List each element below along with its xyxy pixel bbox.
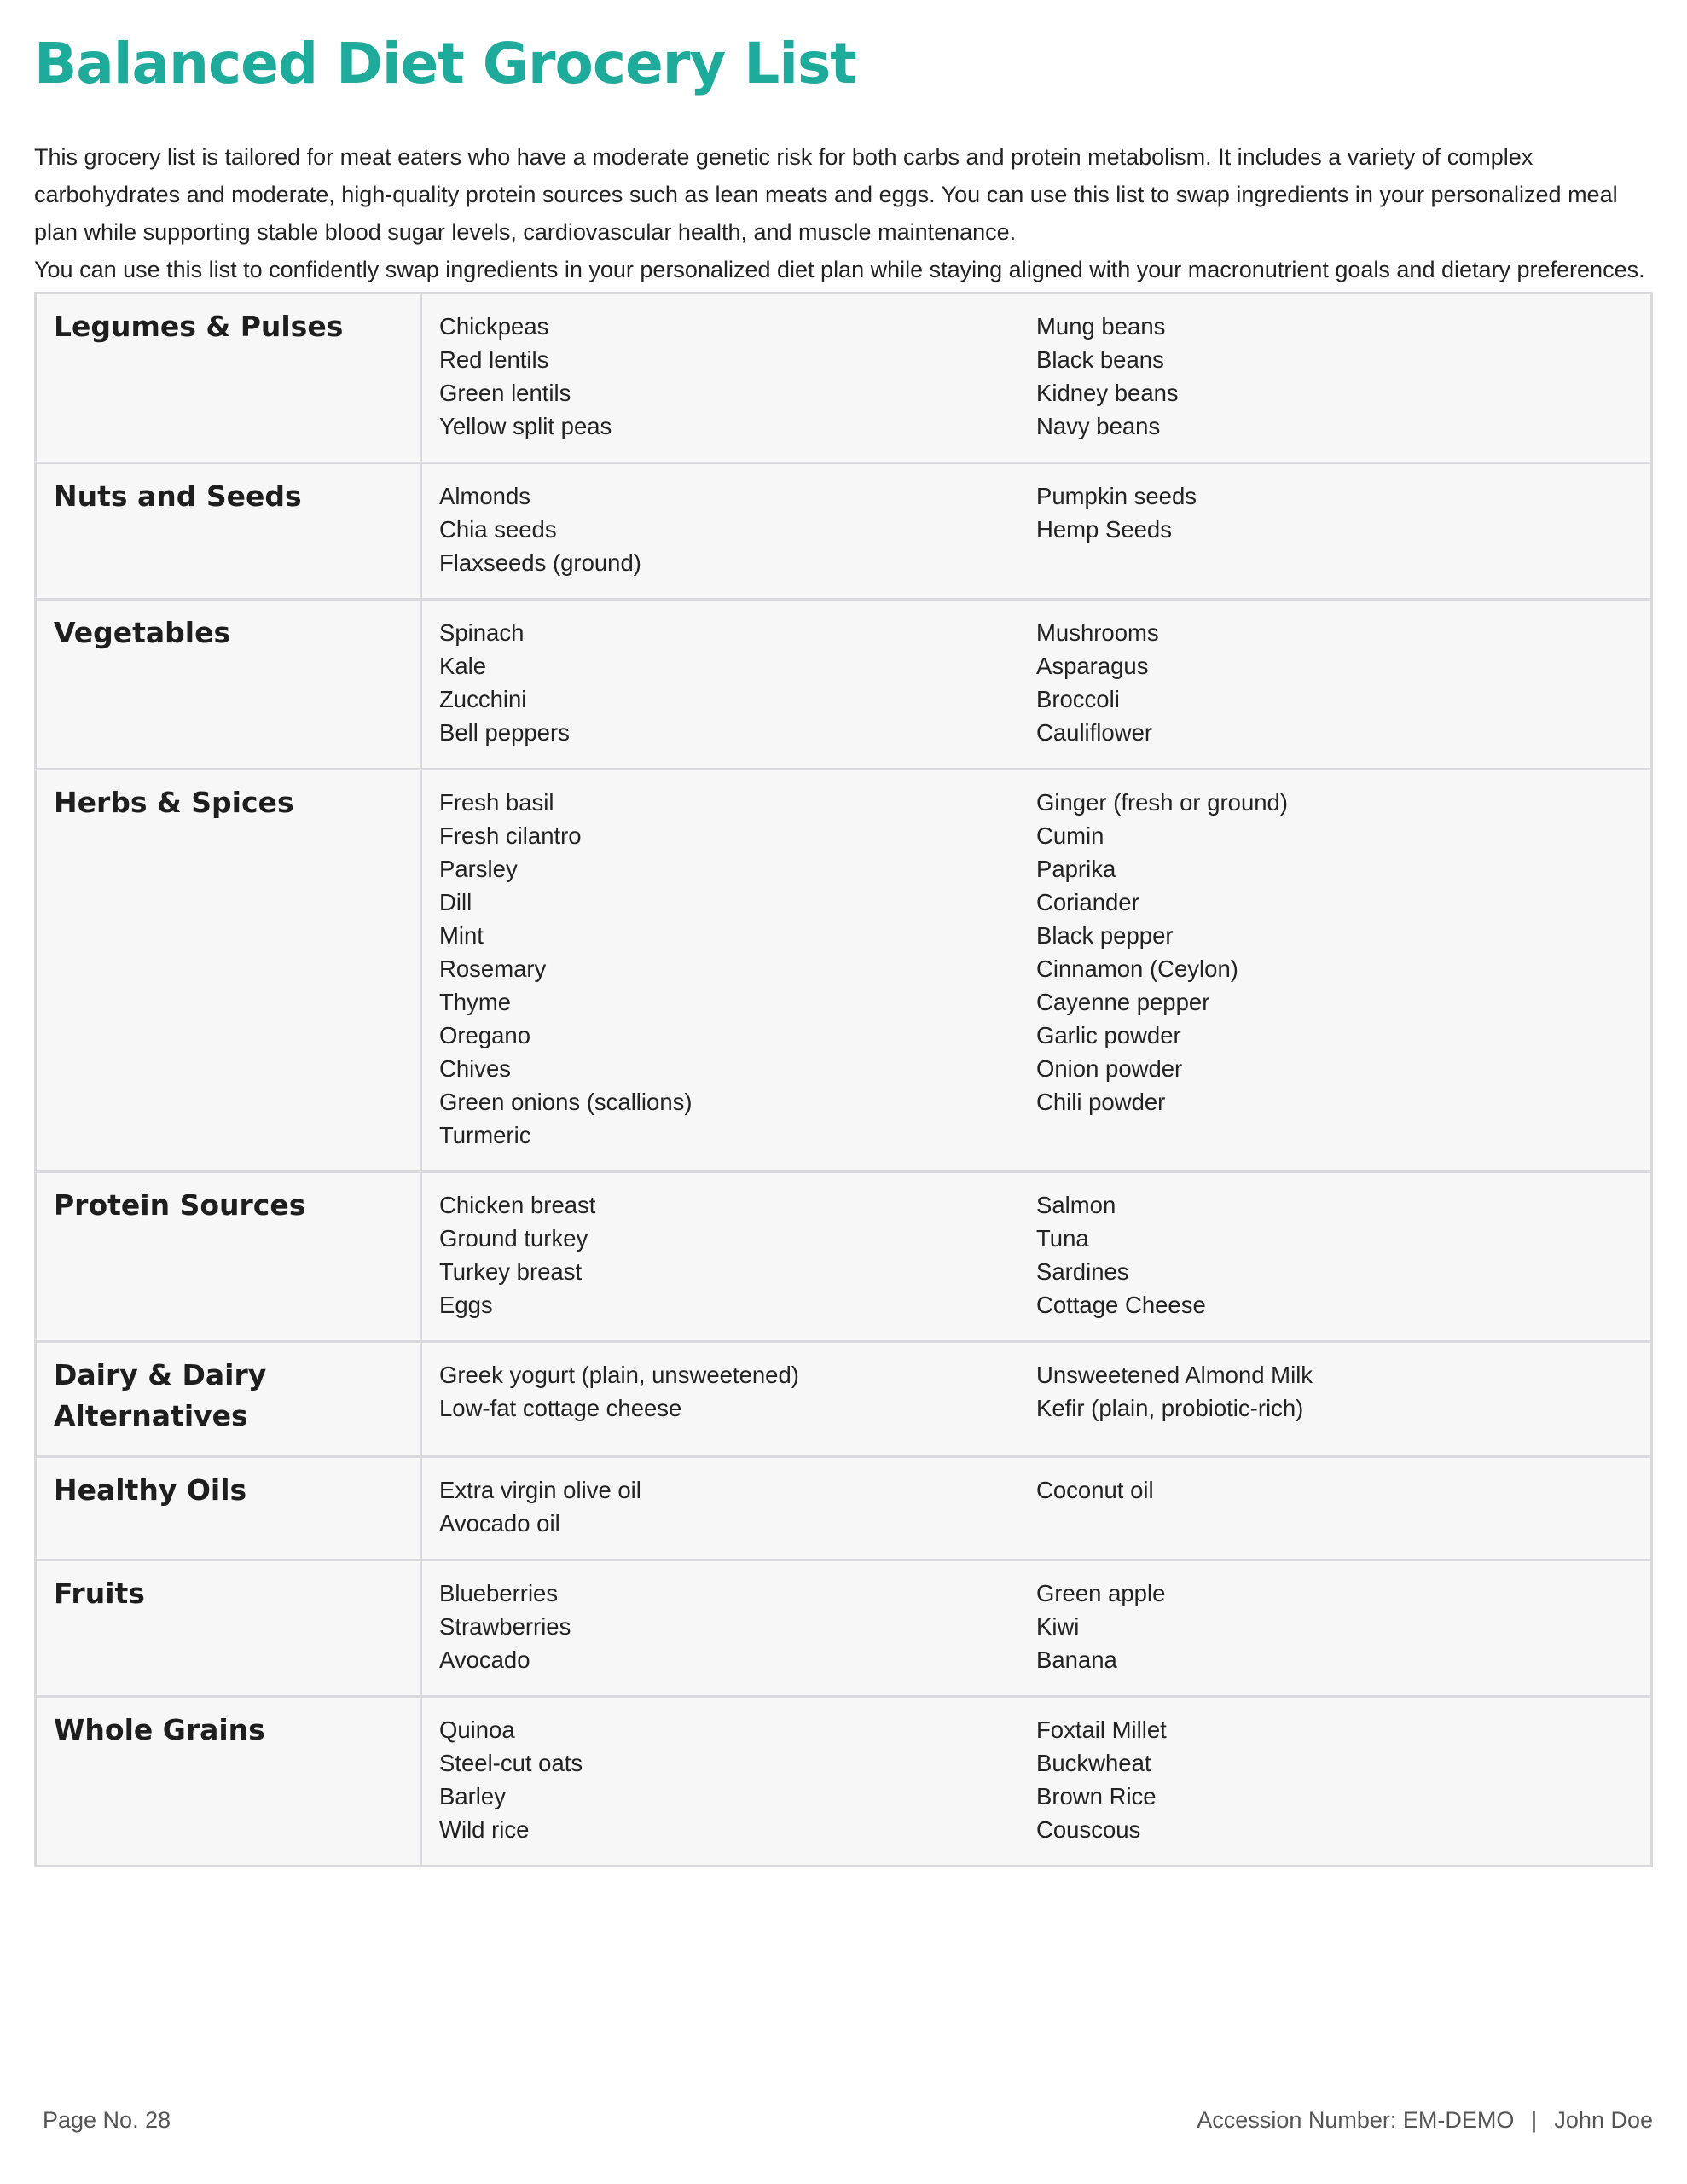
- grocery-item: Garlic powder: [1036, 1022, 1181, 1048]
- grocery-item: Bell peppers: [439, 719, 570, 746]
- item-column: [1036, 786, 1633, 1152]
- item-column: [439, 1358, 1036, 1425]
- grocery-item: Rosemary: [439, 956, 547, 982]
- footer-separator: |: [1531, 2107, 1538, 2133]
- patient-name: John Doe: [1554, 2107, 1653, 2133]
- intro-paragraph-1: This grocery list is tailored for meat eaters who have a moderate genetic risk for both carbs and protein metabolism. It includes a variety of complex carbohydrates and moderate, high-quality protein sources such as lean meats and eggs. You can use this list to swap ingredients in your personalized meal plan while supporting stable blood sugar levels, cardiovascular health, and muscle maintenance.: [34, 144, 1618, 245]
- category-name: Fruits: [36, 1560, 421, 1697]
- category-items: [421, 1172, 1652, 1342]
- item-column: [439, 616, 1036, 749]
- category-items: [421, 1342, 1652, 1457]
- grocery-item: Avocado oil: [439, 1510, 560, 1536]
- grocery-item: Flaxseeds (ground): [439, 549, 641, 576]
- page-title: Balanced Diet Grocery List: [34, 31, 856, 96]
- category-items: [421, 1697, 1652, 1867]
- item-column: [1036, 616, 1633, 749]
- grocery-item: Unsweetened Almond Milk: [1036, 1362, 1313, 1388]
- grocery-item: Zucchini: [439, 686, 527, 712]
- item-column: [1036, 310, 1633, 443]
- grocery-item: Black beans: [1036, 346, 1164, 373]
- item-column: [1036, 1577, 1633, 1676]
- grocery-table: [34, 292, 1653, 1867]
- grocery-item: Greek yogurt (plain, unsweetened): [439, 1362, 799, 1388]
- category-name: Protein Sources: [36, 1172, 421, 1342]
- grocery-item: Kiwi: [1036, 1613, 1080, 1640]
- grocery-item: Ground turkey: [439, 1225, 588, 1252]
- grocery-item: Mint: [439, 922, 484, 949]
- category-row: [36, 1172, 1652, 1342]
- grocery-item: Spinach: [439, 619, 525, 646]
- grocery-item: Mung beans: [1036, 313, 1166, 340]
- grocery-item: Mushrooms: [1036, 619, 1159, 646]
- footer-right: [1197, 2107, 1653, 2134]
- item-column: [439, 1473, 1036, 1540]
- grocery-item: Eggs: [439, 1292, 493, 1318]
- grocery-item: Thyme: [439, 989, 512, 1015]
- item-column: [1036, 479, 1633, 579]
- grocery-item: Strawberries: [439, 1613, 571, 1640]
- grocery-item: Kefir (plain, probiotic-rich): [1036, 1395, 1304, 1421]
- grocery-item: Almonds: [439, 483, 530, 509]
- category-items: [421, 1457, 1652, 1560]
- category-row: [36, 463, 1652, 600]
- grocery-item: Kale: [439, 653, 487, 679]
- category-items: [421, 1560, 1652, 1697]
- grocery-item: Yellow split peas: [439, 413, 612, 439]
- grocery-item: Barley: [439, 1783, 506, 1809]
- category-name: Legumes & Pulses: [36, 293, 421, 463]
- grocery-item: Salmon: [1036, 1192, 1116, 1218]
- grocery-item: Low-fat cottage cheese: [439, 1395, 682, 1421]
- grocery-item: Foxtail Millet: [1036, 1716, 1167, 1743]
- item-column: [439, 1713, 1036, 1846]
- grocery-item: Kidney beans: [1036, 380, 1179, 406]
- item-column: [1036, 1473, 1633, 1540]
- category-row: [36, 293, 1652, 463]
- page-footer: [43, 2107, 1653, 2134]
- grocery-item: Quinoa: [439, 1716, 515, 1743]
- grocery-item: Coconut oil: [1036, 1477, 1154, 1503]
- grocery-item: Hemp Seeds: [1036, 516, 1172, 543]
- category-row: [36, 770, 1652, 1172]
- grocery-item: Asparagus: [1036, 653, 1149, 679]
- category-name: Herbs & Spices: [36, 770, 421, 1172]
- page-number: Page No. 28: [43, 2107, 171, 2133]
- grocery-item: Cayenne pepper: [1036, 989, 1210, 1015]
- item-column: [439, 479, 1036, 579]
- grocery-item: Ginger (fresh or ground): [1036, 789, 1288, 816]
- grocery-item: Green lentils: [439, 380, 571, 406]
- grocery-item: Sardines: [1036, 1258, 1129, 1285]
- category-items: [421, 463, 1652, 600]
- grocery-item: Navy beans: [1036, 413, 1161, 439]
- grocery-item: Green onions (scallions): [439, 1089, 693, 1115]
- item-column: [439, 310, 1036, 443]
- grocery-item: Chicken breast: [439, 1192, 596, 1218]
- category-name: Whole Grains: [36, 1697, 421, 1867]
- grocery-item: Couscous: [1036, 1816, 1141, 1843]
- grocery-item: Red lentils: [439, 346, 549, 373]
- grocery-item: Cauliflower: [1036, 719, 1153, 746]
- item-column: [439, 1188, 1036, 1321]
- category-name: Nuts and Seeds: [36, 463, 421, 600]
- grocery-item: Broccoli: [1036, 686, 1120, 712]
- grocery-item: Black pepper: [1036, 922, 1174, 949]
- grocery-item: Cinnamon (Ceylon): [1036, 956, 1238, 982]
- grocery-item: Dill: [439, 889, 472, 915]
- grocery-item: Blueberries: [439, 1580, 559, 1606]
- category-name: Healthy Oils: [36, 1457, 421, 1560]
- grocery-item: Wild rice: [439, 1816, 530, 1843]
- grocery-item: Turkey breast: [439, 1258, 583, 1285]
- category-row: [36, 1560, 1652, 1697]
- category-row: [36, 1342, 1652, 1457]
- grocery-item: Onion powder: [1036, 1055, 1183, 1082]
- grocery-item: Green apple: [1036, 1580, 1166, 1606]
- grocery-item: Chili powder: [1036, 1089, 1166, 1115]
- grocery-item: Tuna: [1036, 1225, 1089, 1252]
- item-column: [439, 786, 1036, 1152]
- grocery-item: Brown Rice: [1036, 1783, 1157, 1809]
- category-name: Vegetables: [36, 600, 421, 770]
- item-column: [1036, 1713, 1633, 1846]
- category-items: [421, 293, 1652, 463]
- grocery-item: Oregano: [439, 1022, 531, 1048]
- grocery-item: Chives: [439, 1055, 512, 1082]
- category-row: [36, 600, 1652, 770]
- item-column: [439, 1577, 1036, 1676]
- grocery-item: Pumpkin seeds: [1036, 483, 1197, 509]
- grocery-item: Coriander: [1036, 889, 1139, 915]
- grocery-item: Buckwheat: [1036, 1750, 1151, 1776]
- grocery-item: Steel-cut oats: [439, 1750, 583, 1776]
- accession-number: Accession Number: EM-DEMO: [1197, 2107, 1515, 2133]
- item-column: [1036, 1358, 1633, 1425]
- intro-paragraph-2: You can use this list to confidently swap ingredients in your personalized diet plan while staying aligned with your macronutrient goals and dietary preferences.: [34, 257, 1645, 282]
- grocery-item: Banana: [1036, 1647, 1117, 1673]
- grocery-item: Chia seeds: [439, 516, 557, 543]
- category-name: Dairy & Dairy Alternatives: [36, 1342, 421, 1457]
- category-items: [421, 600, 1652, 770]
- category-row: [36, 1457, 1652, 1560]
- grocery-item: Cumin: [1036, 822, 1104, 849]
- grocery-item: Turmeric: [439, 1122, 531, 1148]
- category-row: [36, 1697, 1652, 1867]
- grocery-item: Cottage Cheese: [1036, 1292, 1206, 1318]
- intro-text: [34, 138, 1653, 288]
- grocery-item: Avocado: [439, 1647, 530, 1673]
- grocery-item: Paprika: [1036, 856, 1116, 882]
- document-page: [34, 26, 1653, 1867]
- grocery-item: Fresh basil: [439, 789, 554, 816]
- grocery-item: Chickpeas: [439, 313, 549, 340]
- grocery-item: Parsley: [439, 856, 518, 882]
- category-items: [421, 770, 1652, 1172]
- item-column: [1036, 1188, 1633, 1321]
- grocery-item: Extra virgin olive oil: [439, 1477, 641, 1503]
- grocery-item: Fresh cilantro: [439, 822, 582, 849]
